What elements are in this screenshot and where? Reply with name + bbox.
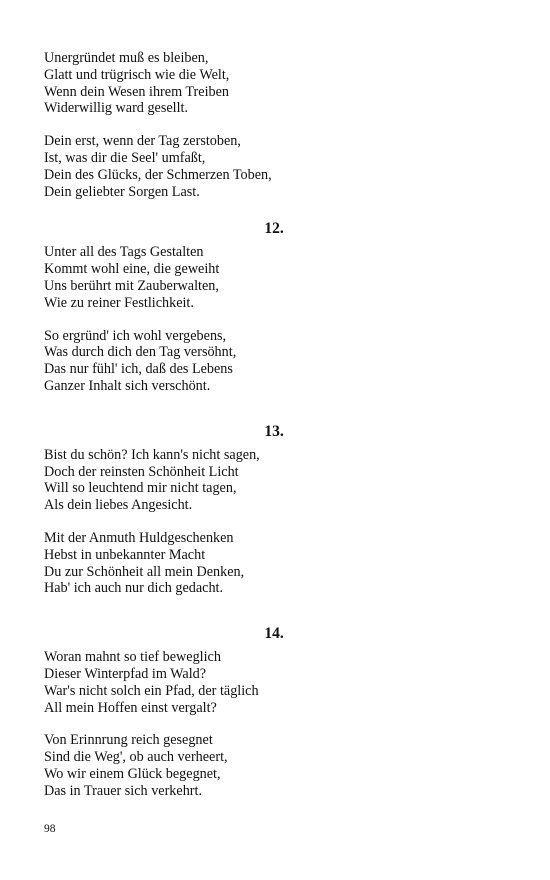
verse-line: Hebst in unbekannter Macht: [44, 546, 206, 563]
verse-line: Unergründet muß es bleiben,: [44, 50, 209, 66]
verse-line: Wie zu reiner Festlichkeit.: [44, 294, 194, 311]
poem-12: [44, 220, 504, 394]
verse-line: Ganzer Inhalt sich verschönt.: [44, 377, 211, 394]
verse-line: Hab' ich auch nur dich gedacht.: [44, 580, 224, 597]
book-page: [44, 50, 504, 816]
poem-number: 14.: [264, 625, 284, 643]
verse-line: Dein geliebter Sorgen Last.: [44, 183, 200, 200]
stanza: [44, 732, 504, 799]
stanza: [44, 649, 504, 716]
verse-line: Ist, was dir die Seel' umfaßt,: [44, 149, 206, 166]
verse-line: Du zur Schönheit all mein Denken,: [44, 563, 245, 580]
verse-line: Wenn dein Wesen ihrem Treiben: [44, 83, 230, 100]
verse-line: Als dein liebes Angesicht.: [44, 497, 193, 514]
stanza: [44, 328, 504, 395]
verse-line: Was durch dich den Tag versöhnt,: [44, 344, 237, 361]
verse-line: Widerwillig ward gesellt.: [44, 100, 189, 117]
poem-number: 12.: [264, 220, 284, 238]
verse-line: Sind die Weg', ob auch verheert,: [44, 749, 228, 766]
verse-line: Dein des Glücks, der Schmerzen Toben,: [44, 166, 272, 183]
verse-line: Dieser Winterpfad im Wald?: [44, 665, 207, 682]
verse-line: Mit der Anmuth Huldgeschenken: [44, 529, 234, 546]
verse-line: Unter all des Tags Gestalten: [44, 244, 204, 261]
verse-line: Dein erst, wenn der Tag zerstoben,: [44, 133, 241, 150]
verse-line: Wo wir einem Glück begegnet,: [44, 765, 221, 782]
poem-11-continued: [44, 50, 504, 200]
verse-line: War's nicht solch ein Pfad, der täglich: [44, 682, 259, 699]
verse-line: So ergründ' ich wohl vergebens,: [44, 327, 227, 344]
verse-line: Glatt und trügrisch wie die Welt,: [44, 66, 230, 83]
verse-line: Doch der reinsten Schönheit Licht: [44, 463, 239, 480]
poem-13: [44, 423, 504, 597]
verse-line: Das nur fühl' ich, daß des Lebens: [44, 361, 233, 378]
stanza: [44, 447, 504, 514]
verse-line: Will so leuchtend mir nicht tagen,: [44, 480, 237, 497]
stanza: [44, 50, 504, 117]
stanza: [44, 133, 504, 200]
verse-line: Das in Trauer sich verkehrt.: [44, 782, 203, 799]
verse-line: Bist du schön? Ich kann's nicht sagen,: [44, 446, 260, 463]
poem-14: [44, 625, 504, 799]
verse-line: All mein Hoffen einst vergalt?: [44, 699, 217, 716]
verse-line: Uns berührt mit Zauberwalten,: [44, 277, 219, 294]
verse-line: Kommt wohl eine, die geweiht: [44, 261, 220, 278]
verse-line: Von Erinnrung reich gesegnet: [44, 732, 213, 749]
stanza: [44, 530, 504, 597]
stanza: [44, 244, 504, 311]
poem-number: 13.: [264, 422, 284, 440]
page-number: 98: [44, 823, 56, 835]
verse-line: Woran mahnt so tief beweglich: [44, 649, 221, 666]
